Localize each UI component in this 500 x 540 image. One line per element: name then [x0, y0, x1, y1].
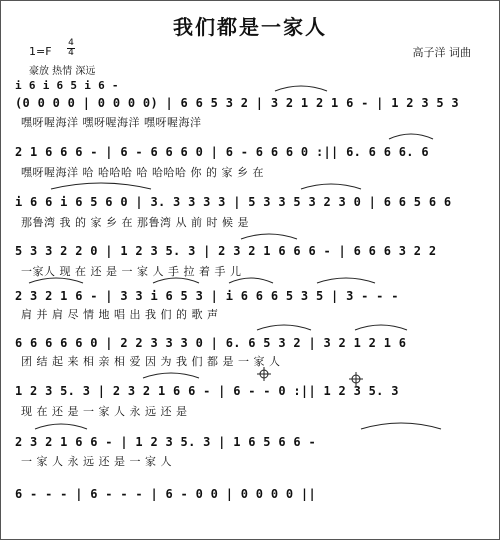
slur-mark [389, 134, 433, 139]
slur-mark [143, 373, 199, 378]
time-signature-bottom: 4 [68, 48, 74, 58]
key-signature: 1=F [29, 45, 52, 58]
slur-mark [241, 234, 297, 239]
notation-line: i 6 6 i 6 5 6 0 | 3. 3 3 3 3 | 5 3 3 5 3 2 3 0 | 6 6 5 6 6 [15, 195, 452, 209]
slur-mark [35, 424, 87, 429]
composer-credit: 高子洋 词曲 [412, 46, 471, 59]
slur-mark [275, 86, 327, 91]
coda-icon [257, 367, 363, 386]
notation-line: 1 2 3 5. 3 | 2 3 2 1 6 6 - | 6 - - 0 :|| 1 2 3 5. 3 [15, 384, 399, 398]
notation-line: 6 6 6 6 6 0 | 2 2 3 3 3 0 | 6. 6 5 3 2 | 3 2 1 2 1 6 [15, 336, 407, 350]
slur-mark [301, 184, 361, 189]
notation-line: (0 0 0 0 | 0 0 0 0) | 6 6 5 3 2 | 3 2 1 2 1 6 - | 1 2 3 5 3 [15, 96, 459, 110]
song-title: 我们都是一家人 [173, 15, 327, 39]
lyric-line: 那鲁湾 我 的 家 乡 在 那鲁湾 从 前 时 候 是 [21, 216, 249, 229]
slur-mark [229, 278, 273, 283]
lyric-line: 肩 并 肩 尽 情 地 唱 出 我 们 的 歌 声 [21, 308, 219, 321]
lyric-line: 一家人 现 在 还 是 一 家 人 手 拉 着 手 儿 [21, 265, 242, 278]
lyric-line: 团 结 起 来 相 亲 相 爱 因 为 我 们 都 是 一 家 人 [21, 355, 281, 368]
notation-line: 2 1 6 6 6 - | 6 - 6 6 6 0 | 6 - 6 6 6 0 :|| 6. 6 6 6. 6 [15, 145, 429, 159]
upper-notes-line: i 6 i 6 5 i 6 - [15, 79, 119, 92]
slur-layer [1, 1, 499, 539]
slur-mark [29, 278, 83, 283]
lyric-line: 嘿呀喔海洋 哈 哈哈哈 哈 哈哈哈 你 的 家 乡 在 [21, 166, 264, 179]
slur-mark [361, 423, 441, 429]
expression-marking: 豪放 热情 深远 [29, 66, 96, 77]
slur-mark [317, 278, 375, 283]
notation-line: 2 3 2 1 6 6 - | 1 2 3 5. 3 | 1 6 5 6 6 - [15, 435, 316, 449]
slur-mark [153, 278, 199, 283]
slur-mark [51, 183, 151, 189]
slur-mark [355, 325, 407, 330]
lyric-line: 一 家 人 永 远 还 是 一 家 人 [21, 455, 172, 468]
notation-line: 2 3 2 1 6 - | 3 3 i 6 5 3 | i 6 6 6 5 3 5 | 3 - - - [15, 289, 399, 303]
slur-mark [257, 325, 311, 330]
time-signature-top: 4 [68, 38, 74, 48]
notation-line: 5 3 3 2 2 0 | 1 2 3 5. 3 | 2 3 2 1 6 6 6 - | 6 6 6 3 2 2 [15, 244, 437, 258]
lyric-line: 现 在 还 是 一 家 人 永 远 还 是 [21, 405, 188, 418]
notation-line: 6 - - - | 6 - - - | 6 - 0 0 | 0 0 0 0 || [15, 487, 316, 501]
lyric-line: 嘿呀喔海洋 嘿呀喔海洋 嘿呀喔海洋 [21, 116, 202, 129]
